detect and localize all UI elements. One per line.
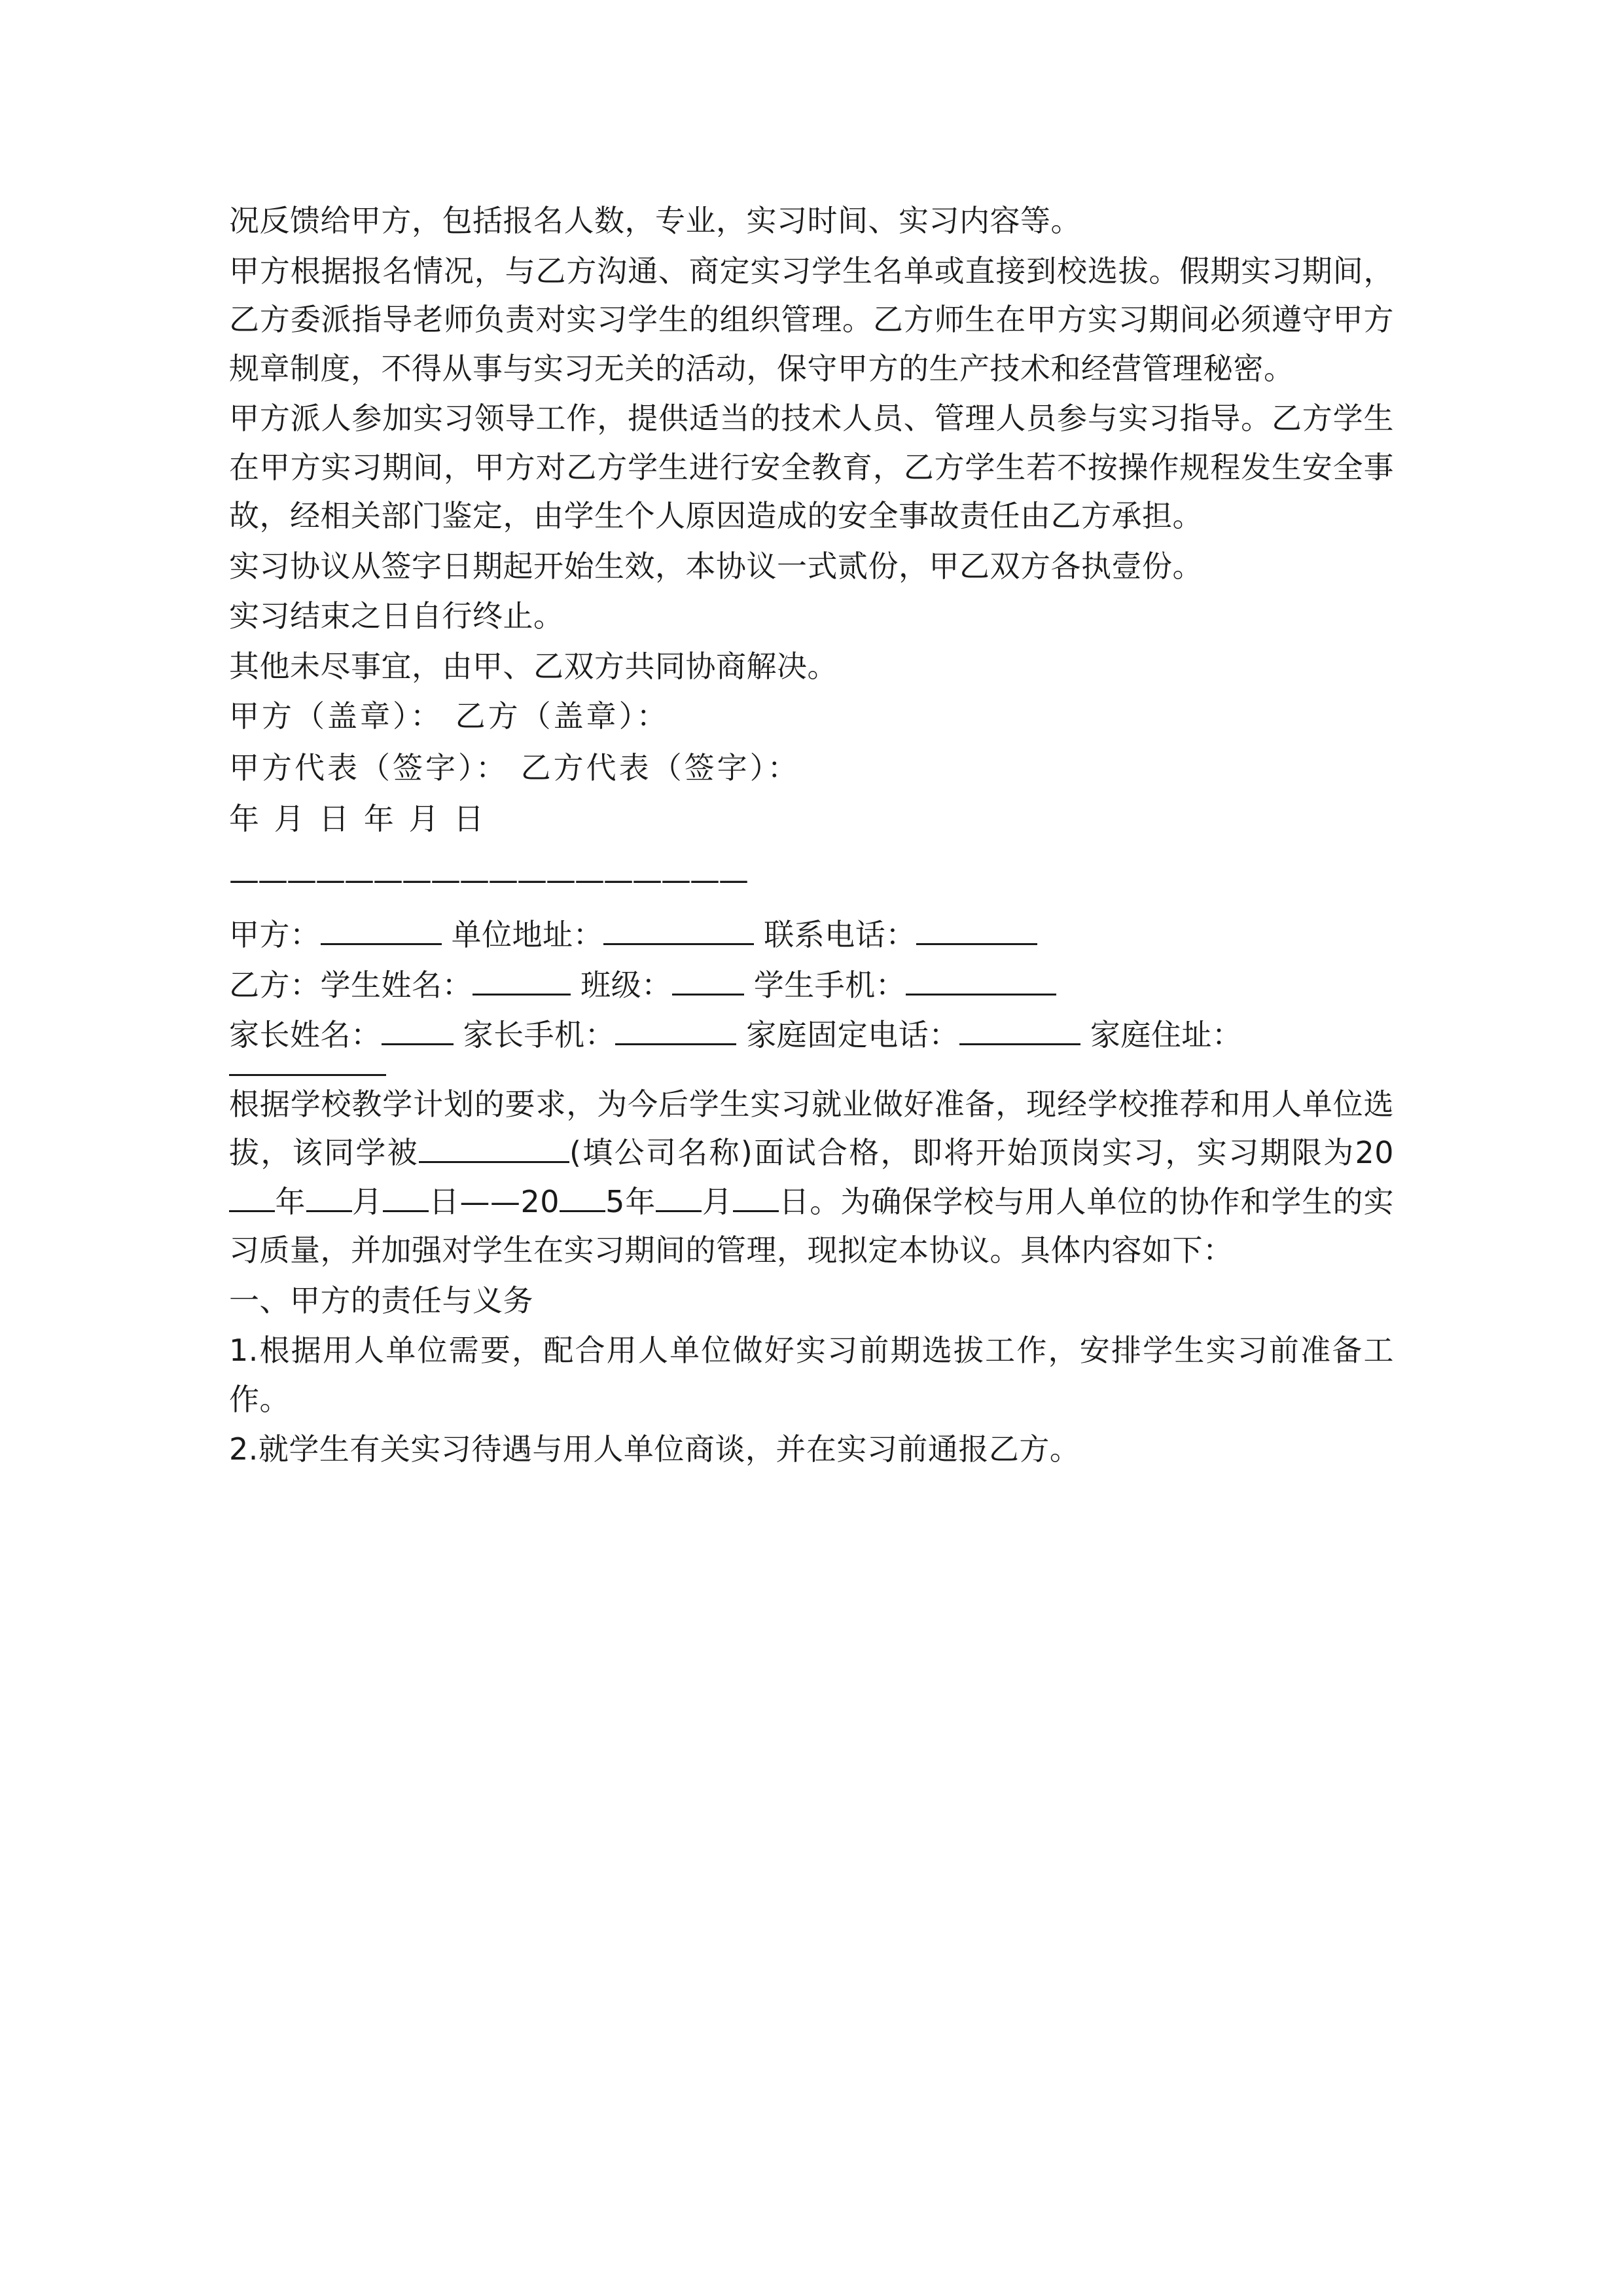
paragraph-other-matters: 其他未尽事宜，由甲、乙双方共同协商解决。 (229, 648, 838, 684)
document-body (229, 196, 1394, 1474)
parent-mobile-blank[interactable] (615, 1043, 736, 1045)
signature-seal-line: 甲方（盖章）： 乙方（盖章）： (229, 698, 669, 734)
intro-segment-4: 月 (351, 1183, 383, 1219)
paragraph-safety-responsibility: 甲方派人参加实习领导工作，提供适当的技术人员、管理人员参与实习指导。乙方学生在甲方实习期间，甲方对乙方学生进行安全教育，乙方学生若不按操作规程发生安全事故，经相关部门鉴定，由学生个人原因造成的安全事故责任由乙方承担。 (229, 401, 1394, 534)
fill-line-parent (229, 1011, 1394, 1060)
paragraph-continuation: 况反馈给甲方，包括报名人数，专业，实习时间、实习内容等。 (229, 203, 1081, 238)
class-blank[interactable] (672, 994, 744, 996)
party-a-phone-label: 联系电话： (764, 917, 916, 953)
party-b-label: 乙方：学生姓名： (229, 967, 473, 1003)
home-address-blank[interactable] (229, 1067, 386, 1076)
fill-line-party-b (229, 961, 1394, 1010)
intro-segment-1: 根据学校教学计划的要求，为今后学生实习就业做好准备，现经学校推荐和用人单位选拔，该同学被 (229, 1086, 1394, 1171)
section-divider: —————————————————— (229, 861, 747, 897)
party-a-label: 甲方： (229, 917, 321, 953)
clause-2: 2.就学生有关实习待遇与用人单位商谈，并在实习前通报乙方。 (229, 1431, 1080, 1467)
home-phone-blank[interactable] (959, 1043, 1080, 1045)
paragraph-termination: 实习结束之日自行终止。 (229, 598, 564, 634)
fill-line-party-a (229, 910, 1394, 960)
intro-segment-5: 日——20 (429, 1183, 560, 1219)
paragraph-effective-date: 实习协议从签字日期起开始生效，本协议一式贰份，甲乙双方各执壹份。 (229, 548, 1203, 584)
home-phone-label: 家庭固定电话： (746, 1017, 959, 1053)
student-name-blank[interactable] (473, 994, 571, 996)
month-start-blank[interactable] (306, 1210, 352, 1212)
year-start-blank[interactable] (229, 1210, 275, 1212)
parent-name-blank[interactable] (382, 1043, 454, 1045)
day-start-blank[interactable] (383, 1210, 429, 1212)
class-label: 班级： (580, 967, 672, 1003)
year-end-blank[interactable] (560, 1210, 605, 1212)
paragraph-internship-intro (229, 1080, 1394, 1275)
clause-1: 1.根据用人单位需要，配合用人单位做好实习前期选拔工作，安排学生实习前准备工作。 (229, 1333, 1394, 1417)
student-mobile-blank[interactable] (906, 994, 1056, 996)
company-name-blank[interactable] (419, 1161, 569, 1163)
intro-segment-6: 5年 (605, 1183, 656, 1219)
party-a-phone-blank[interactable] (916, 943, 1037, 945)
intro-segment-7: 月 (702, 1183, 733, 1219)
day-end-blank[interactable] (733, 1210, 779, 1212)
month-end-blank[interactable] (656, 1210, 702, 1212)
signature-date-line: 年 月 日 年 月 日 (229, 801, 487, 837)
paragraph-selection-management: 甲方根据报名情况，与乙方沟通、商定实习学生名单或直接到校选拔。假期实习期间，乙方委派指导老师负责对实习学生的组织管理。乙方师生在甲方实习期间必须遵守甲方规章制度，不得从事与实习无关的活动，保守甲方的生产技术和经营管理秘密。 (229, 253, 1394, 386)
intro-segment-8: 日。为确保学校与用人单位的协作和学生的实习质量，并加强对学生在实习期间的管理，现拟定本协议。具体内容如下： (229, 1183, 1394, 1268)
party-a-address-blank[interactable] (603, 943, 754, 945)
home-address-label: 家庭住址： (1090, 1017, 1243, 1053)
section-heading-party-a-duties: 一、甲方的责任与义务 (229, 1282, 533, 1318)
signature-representative-line: 甲方代表（签字）： 乙方代表（签字）： (229, 749, 800, 785)
party-a-address-label: 单位地址： (451, 917, 604, 953)
parent-mobile-label: 家长手机： (463, 1017, 616, 1053)
intro-segment-2: (填公司名称)面试合格，即将开始顶岗实习，实习期限为20 (569, 1135, 1394, 1171)
parent-name-label: 家长姓名： (229, 1017, 382, 1053)
student-mobile-label: 学生手机： (753, 967, 906, 1003)
party-a-blank[interactable] (321, 943, 442, 945)
intro-segment-3: 年 (275, 1183, 306, 1219)
